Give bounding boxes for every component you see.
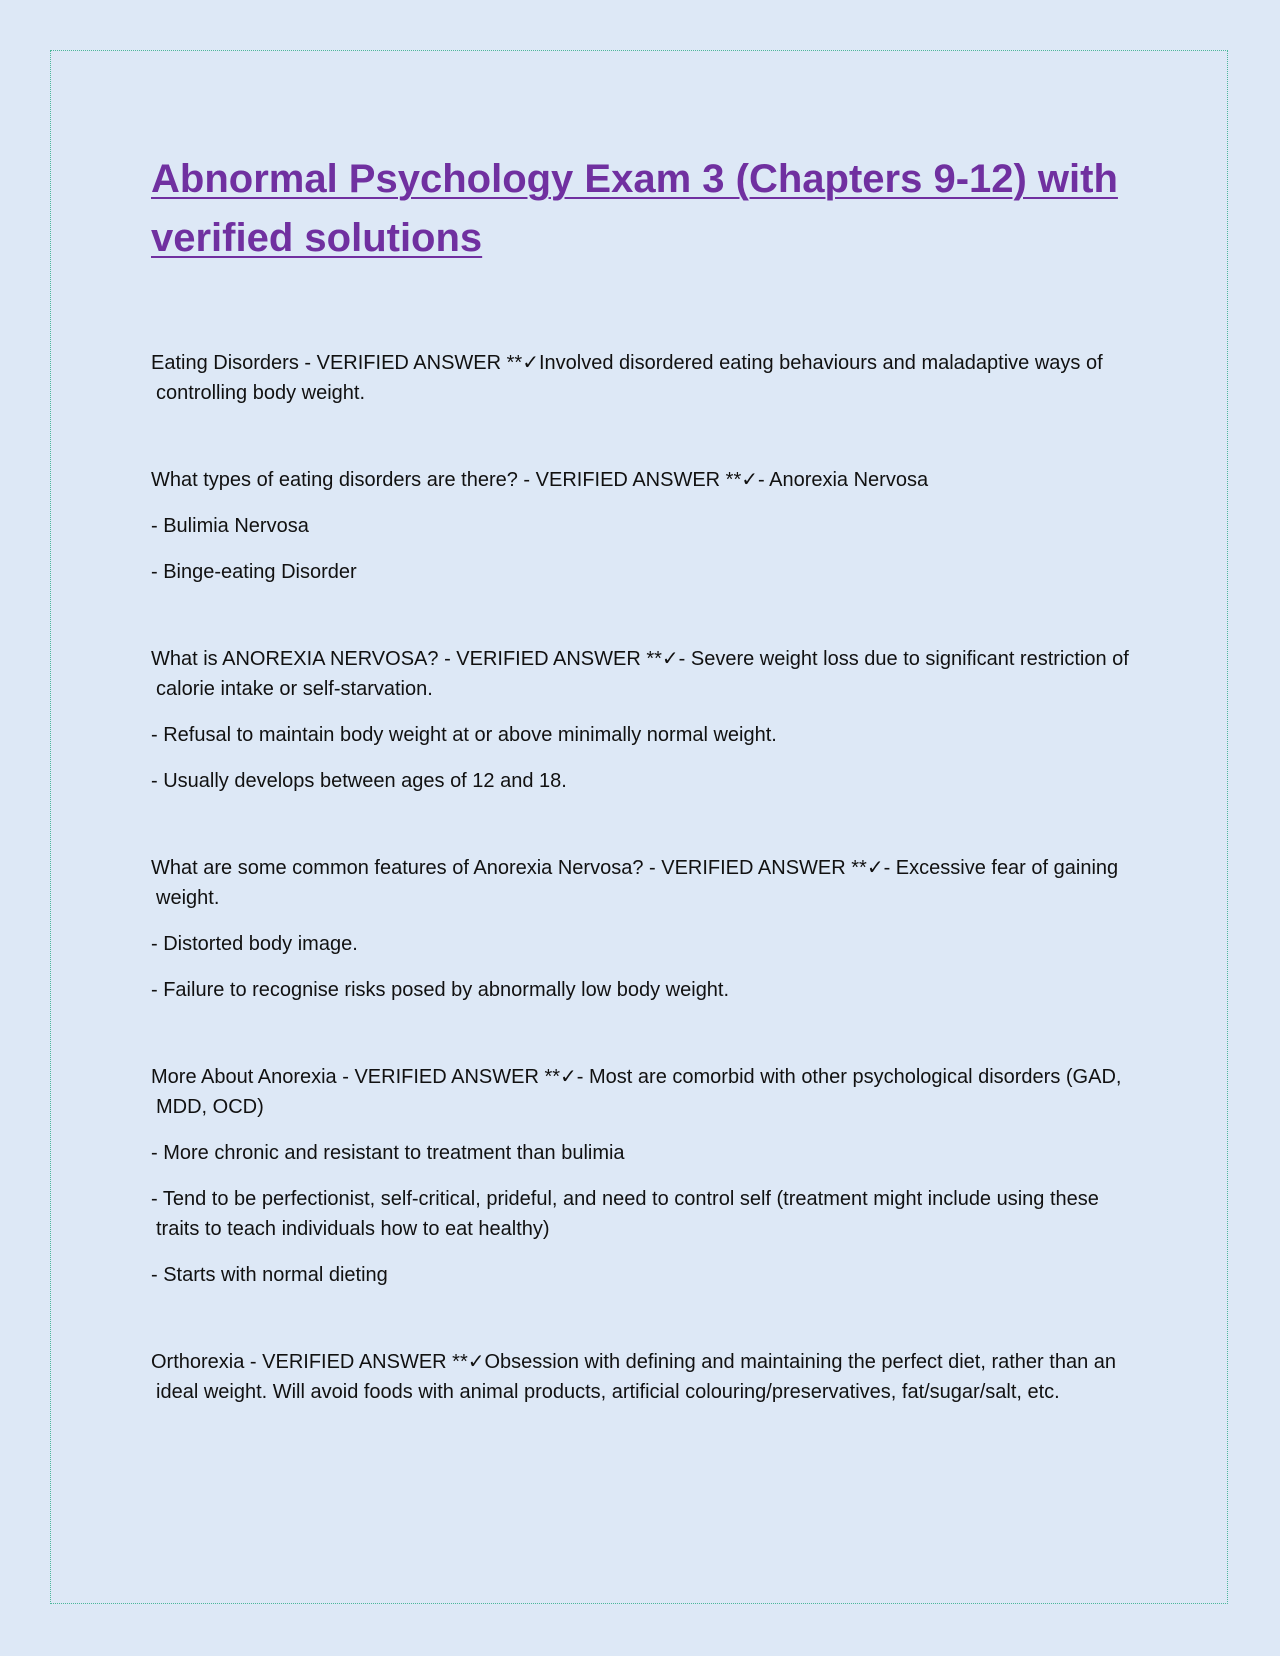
- qa-paragraph: - Refusal to maintain body weight at or above minimally normal weight.: [151, 724, 777, 746]
- qa-paragraph: - Usually develops between ages of 12 and 18.: [151, 770, 567, 792]
- qa-entry-anorexia-nervosa: [151, 644, 1141, 796]
- document-title: Abnormal Psychology Exam 3 (Chapters 9-12) with verified solutions: [151, 157, 1118, 260]
- qa-paragraph: What is ANOREXIA NERVOSA? - VERIFIED ANSWER **✓- Severe weight loss due to significant restriction of calorie intake or self-starvation.: [151, 648, 1129, 700]
- qa-paragraph: - More chronic and resistant to treatment than bulimia: [151, 1142, 625, 1164]
- document-body: [151, 150, 1141, 1407]
- qa-list: [151, 348, 1141, 1407]
- qa-paragraph: What are some common features of Anorexia Nervosa? - VERIFIED ANSWER **✓- Excessive fear of gaining weight.: [151, 857, 1119, 909]
- qa-paragraph: - Binge-eating Disorder: [151, 561, 357, 583]
- qa-paragraph: What types of eating disorders are there? - VERIFIED ANSWER **✓- Anorexia Nervosa: [151, 469, 929, 491]
- qa-paragraph: More About Anorexia - VERIFIED ANSWER **✓- Most are comorbid with other psychological disorders (GAD, MDD, OCD): [151, 1066, 1122, 1118]
- qa-paragraph: - Failure to recognise risks posed by abnormally low body weight.: [151, 979, 730, 1001]
- qa-entry-common-features: [151, 853, 1141, 1005]
- qa-entry-eating-disorders: [151, 348, 1141, 408]
- qa-entry-more-about-anorexia: [151, 1062, 1141, 1290]
- qa-paragraph: - Tend to be perfectionist, self-critical, prideful, and need to control self (treatment might include using these traits to teach individuals how to eat healthy): [151, 1188, 1099, 1240]
- qa-paragraph: Eating Disorders - VERIFIED ANSWER **✓Involved disordered eating behaviours and maladaptive ways of controlling body weight.: [151, 352, 1103, 404]
- qa-entry-orthorexia: [151, 1347, 1141, 1407]
- qa-paragraph: - Bulimia Nervosa: [151, 515, 309, 537]
- qa-paragraph: - Starts with normal dieting: [151, 1264, 388, 1286]
- qa-paragraph: - Distorted body image.: [151, 933, 358, 955]
- qa-entry-types: [151, 465, 1141, 587]
- qa-paragraph: Orthorexia - VERIFIED ANSWER **✓Obsession with defining and maintaining the perfect diet, rather than an ideal weight. Will avoid foods with animal products, artificial colouring/preservatives, fat/sugar/salt, etc.: [151, 1351, 1116, 1403]
